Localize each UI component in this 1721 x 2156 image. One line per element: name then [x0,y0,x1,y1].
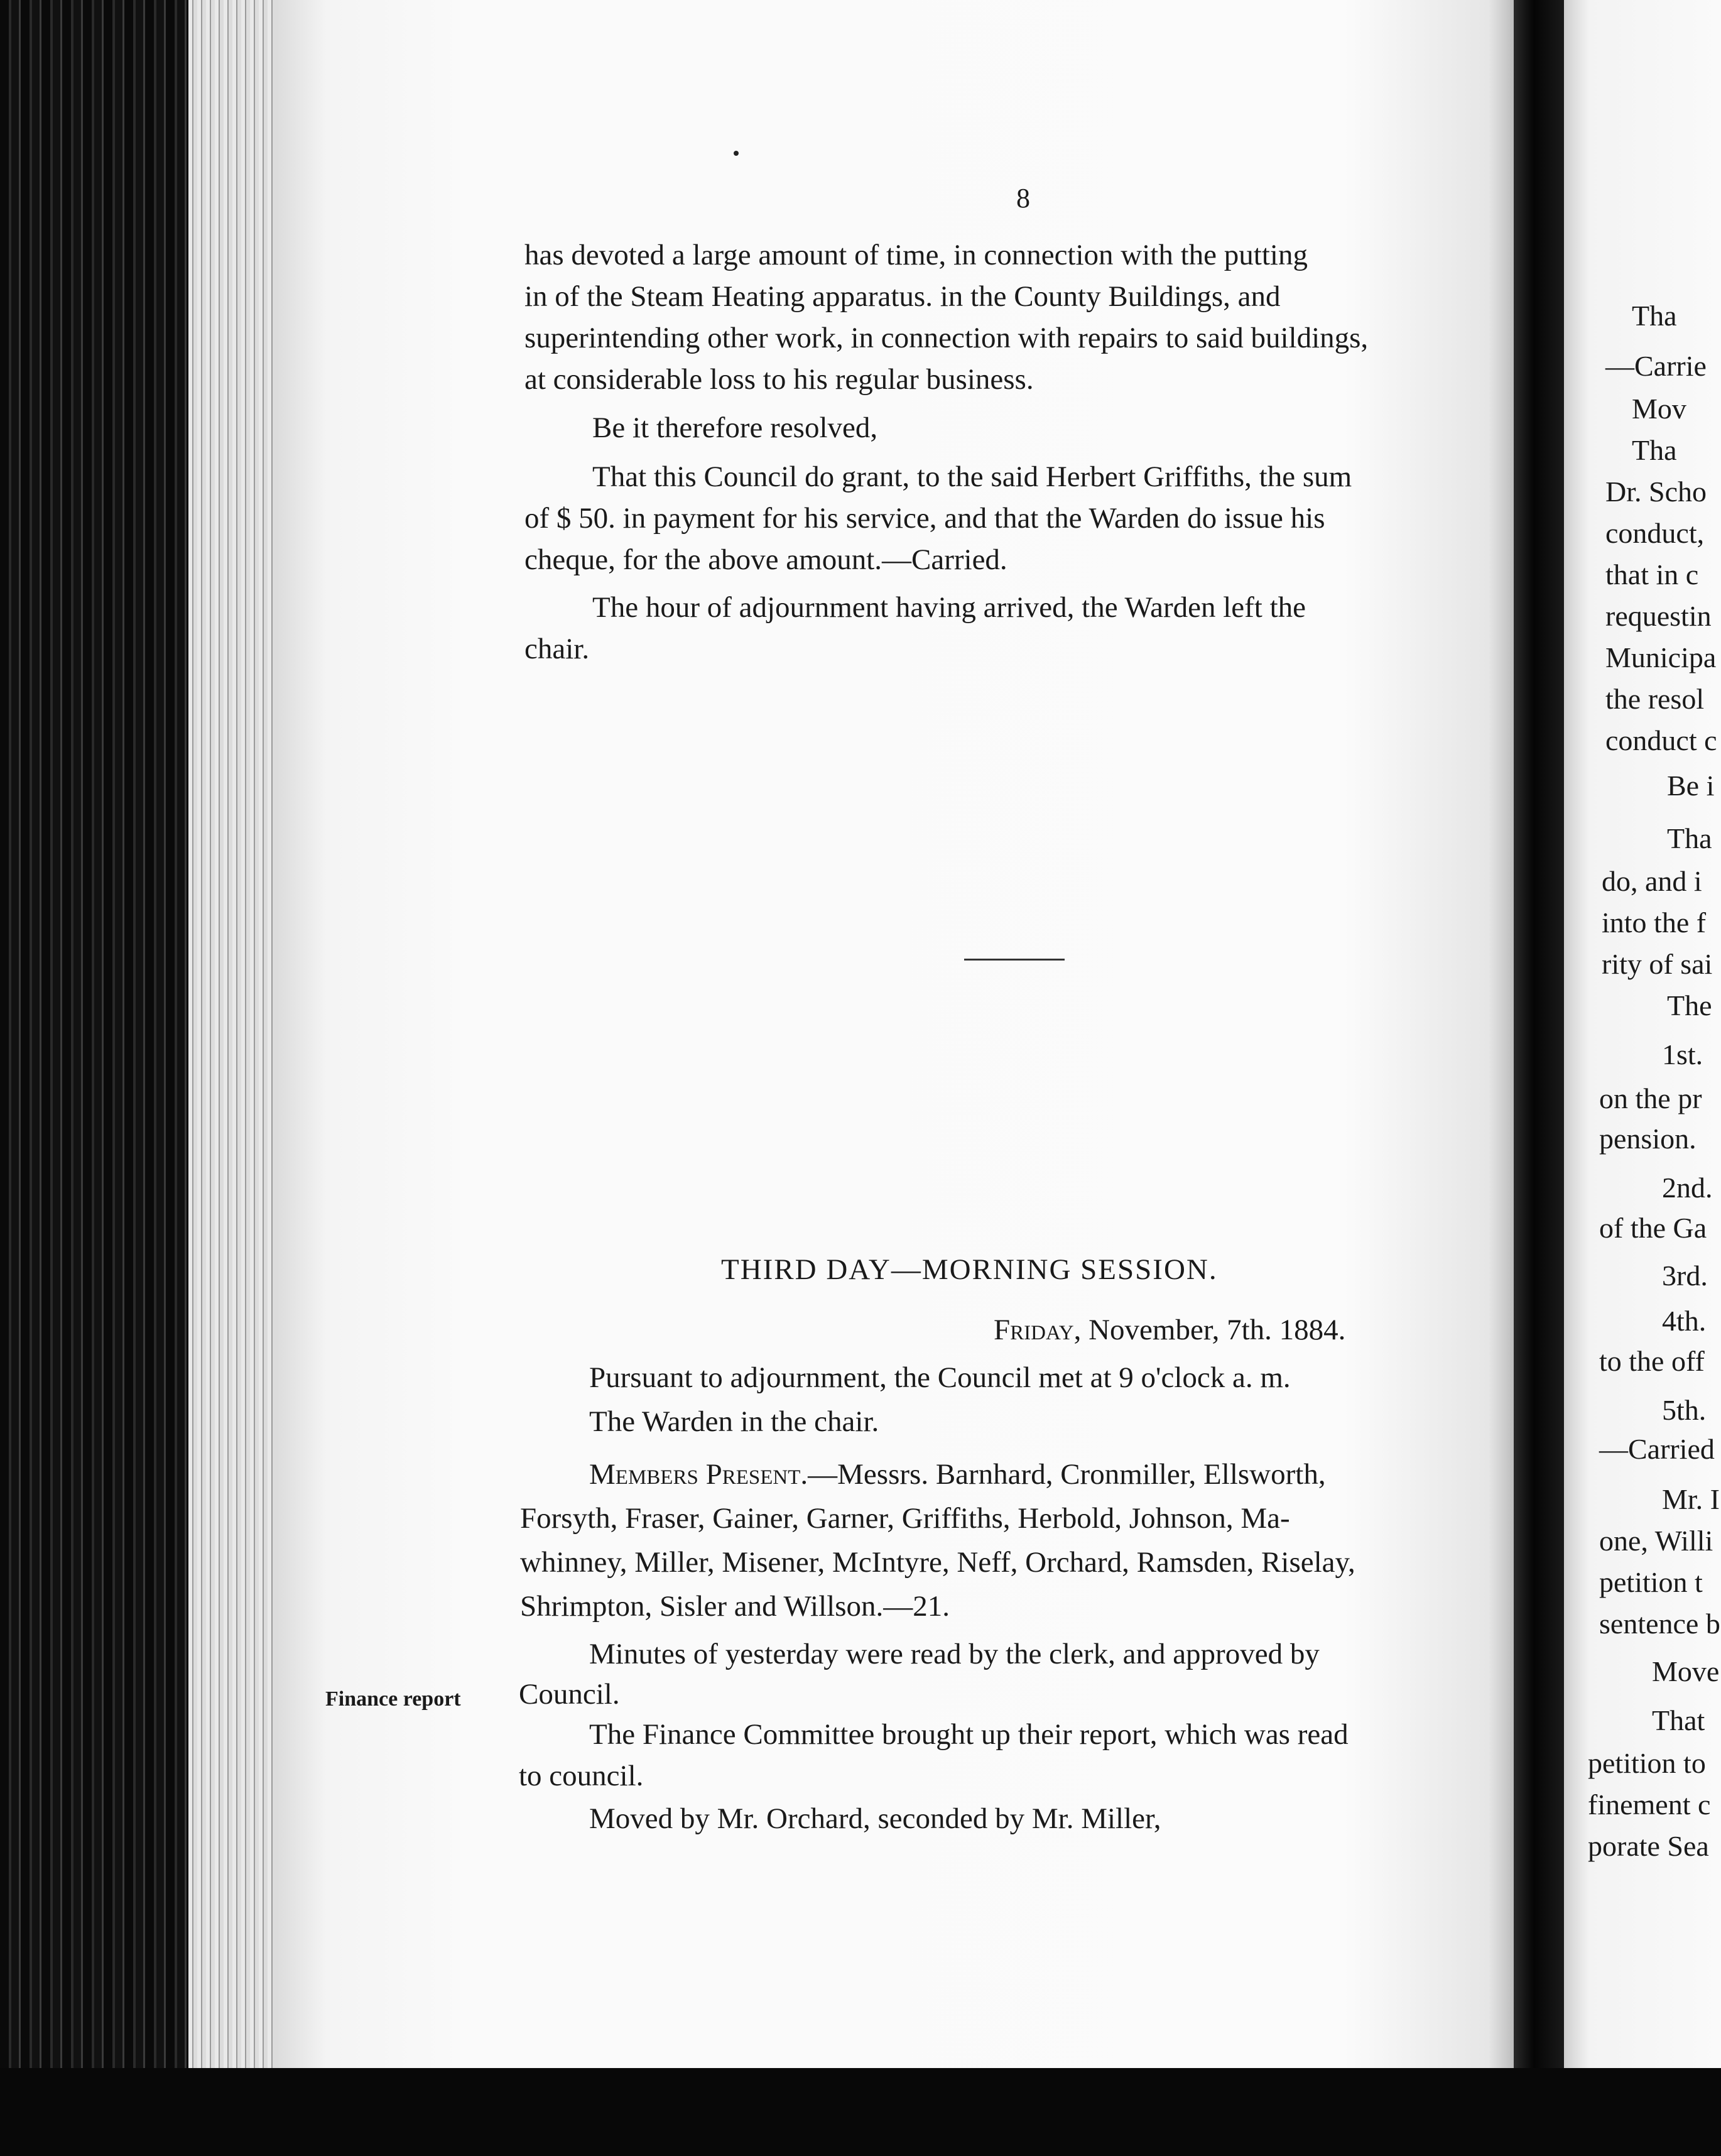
fragment: Mr. I [1662,1483,1720,1515]
fragment: into the f [1602,906,1707,939]
fragment: Be i [1667,770,1715,802]
text-line: chair. [524,633,590,665]
fragment: conduct, [1605,517,1705,549]
text-line: Shrimpton, Sisler and Willson.—21. [520,1590,950,1623]
fragment: pension. [1599,1123,1697,1155]
text-line: Moved by Mr. Orchard, seconded by Mr. Miller, [589,1802,1161,1835]
fragment: one, Willi [1599,1525,1713,1557]
text-line: superintending other work, in connection with repairs to said buildings, [524,322,1369,354]
text-line: in of the Steam Heating apparatus. in the County Buildings, and [524,280,1281,313]
session-heading: THIRD DAY—MORNING SESSION. [721,1253,1218,1286]
text-line: at considerable loss to his regular business. [524,363,1034,396]
text-line: Minutes of yesterday were read by the clerk, and approved by [589,1638,1320,1670]
text-line: whinney, Miller, Misener, McIntyre, Neff, Orchard, Ramsden, Riselay, [520,1546,1355,1579]
fragment: petition to [1588,1747,1706,1779]
members-names: —Messrs. Barnhard, Cronmiller, Ellsworth, [808,1458,1326,1491]
fragment: rity of sai [1602,948,1713,980]
fragment: 1st. [1662,1038,1703,1070]
book-page-edges [0,0,276,2156]
text-line: The hour of adjournment having arrived, the Warden left the [592,591,1306,624]
ink-speck [734,151,739,156]
fragment: —Carrie [1605,350,1707,382]
date-day: Friday, [994,1314,1082,1346]
text-line: The Finance Committee brought up their report, which was read [589,1718,1349,1751]
book-gutter [1514,0,1564,2156]
text-line: of $ 50. in payment for his service, and that the Warden do issue his [524,502,1325,535]
text-line: Council. [519,1678,620,1711]
fragment: do, and i [1602,865,1702,897]
fragment: sentence b [1599,1608,1720,1640]
fragment: porate Sea [1588,1830,1709,1862]
fragment: 2nd. [1662,1172,1713,1204]
fragment: the resol [1605,683,1705,715]
session-date [994,1309,1345,1351]
page-stack [188,0,276,2156]
fragment: The [1667,989,1712,1021]
fragment: That [1652,1704,1705,1736]
fragment: 4th. [1662,1305,1707,1337]
section-divider [964,959,1065,961]
text-line: Pursuant to adjournment, the Council met at 9 o'clock a. m. [589,1361,1291,1394]
fragment: of the Ga [1599,1212,1707,1244]
fragment: requestin [1605,600,1712,632]
date-rest: November, 7th. 1884. [1081,1314,1346,1346]
fragment: 5th. [1662,1394,1707,1426]
members-line [589,1454,1326,1495]
fragment: finement c [1588,1788,1711,1821]
fragment: 3rd. [1662,1260,1708,1292]
text-line: to council. [519,1760,644,1792]
members-label: Members Present. [589,1458,808,1491]
fragment: Tha [1632,300,1677,332]
scan-border [0,2068,1721,2156]
fragment: Tha [1667,822,1712,854]
text-line: has devoted a large amount of time, in connection with the putting [524,239,1308,271]
fragment: Dr. Scho [1605,476,1707,508]
fragment: on the pr [1599,1082,1702,1114]
text-line: cheque, for the above amount.—Carried. [524,543,1007,576]
text-line: The Warden in the chair. [589,1405,879,1438]
resolved-line: Be it therefore resolved, [592,411,878,444]
fragment: petition t [1599,1566,1703,1598]
text-line: That this Council do grant, to the said Herbert Griffiths, the sum [592,460,1352,493]
margin-note: Finance report [325,1687,461,1711]
fragment: Move [1652,1655,1720,1687]
fragment: to the off [1599,1345,1705,1377]
fragment: Tha [1632,434,1677,466]
fragment: that in c [1605,558,1699,591]
fragment: —Carried [1599,1433,1715,1465]
fragment: Mov [1632,393,1686,425]
fragment: Municipa [1605,641,1717,673]
page-number: 8 [1016,183,1030,214]
text-line: Forsyth, Fraser, Gainer, Garner, Griffiths, Herbold, Johnson, Ma- [520,1502,1290,1535]
fragment: conduct c [1605,724,1717,756]
